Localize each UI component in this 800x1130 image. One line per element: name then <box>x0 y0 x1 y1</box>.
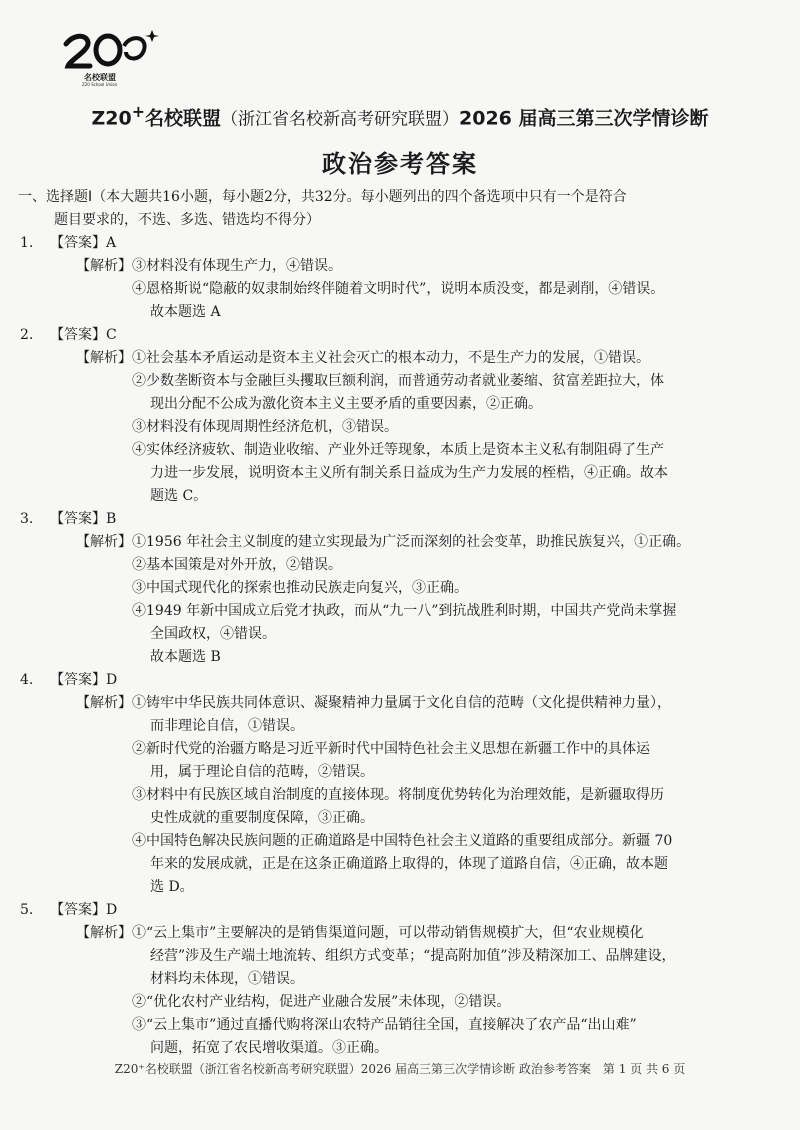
question-block <box>18 669 758 899</box>
question-block <box>18 899 758 1060</box>
header-z20: Z20 <box>91 107 132 130</box>
analysis-tag: 【解析】 <box>76 350 132 366</box>
analysis-line: 故本题选 A <box>150 304 221 320</box>
question-number: 2. <box>20 327 34 343</box>
section-label: 一、选择题Ⅰ <box>18 189 93 205</box>
header-union: 名校联盟 <box>144 107 221 130</box>
analysis-line: 史性成就的重要制度保障，③正确。 <box>150 810 374 826</box>
analysis-line: ④实体经济疲软、制造业收缩、产业外迁等现象，本质上是资本主义私有制阻碍了生产 <box>132 442 664 458</box>
page-title: 政治参考答案 <box>322 150 478 178</box>
analysis-tag: 【解析】 <box>76 258 132 274</box>
analysis-first-line <box>18 922 758 945</box>
analysis-line: ①铸牢中华民族共同体意识、凝聚精神力量属于文化自信的范畴（文化提供精神力量）， <box>132 695 671 711</box>
question-answer <box>18 899 758 922</box>
question-block <box>18 324 758 508</box>
analysis-line: 题选 C。 <box>150 488 208 504</box>
header-exam: 2026 届高三第三次学情诊断 <box>459 107 709 130</box>
analysis-line: ④中国特色解决民族问题的正确道路是中国特色社会主义道路的重要组成部分。新疆 70 <box>132 833 673 849</box>
question-block <box>18 232 758 324</box>
analysis-line: ②新时代党的治疆方略是习近平新时代中国特色社会主义思想在新疆工作中的具体运 <box>132 741 650 757</box>
page-footer: Z20⁺名校联盟（浙江省名校新高考研究联盟）2026 届高三第三次学情诊断 政治参考答案 第 1 页 共 6 页 <box>114 1062 686 1076</box>
analysis-line: 选 D。 <box>150 879 194 895</box>
analysis-line: 力进一步发展，说明资本主义所有制关系日益成为生产力发展的桎梏，④正确。故本 <box>150 465 668 481</box>
question-answer <box>18 508 758 531</box>
analysis-first-line <box>18 692 758 715</box>
analysis-line: 现出分配不公成为激化资本主义主要矛盾的重要因素，②正确。 <box>150 396 542 412</box>
analysis-line: ③中国式现代化的探索也推动民族走向复兴，③正确。 <box>132 580 468 596</box>
analysis-line: 全国政权，④错误。 <box>150 626 276 642</box>
header-paren: （浙江省名校新高考研究联盟） <box>221 109 459 130</box>
header-sup: + <box>131 102 145 121</box>
exam-header <box>0 102 800 130</box>
analysis-line: ④恩格斯说“隐蔽的奴隶制始终伴随着文明时代”，说明本质没变，都是剥削，④错误。 <box>132 281 665 297</box>
analysis-line: ③材料没有体现生产力，④错误。 <box>132 258 342 274</box>
question-number: 1. <box>20 235 34 251</box>
question-answer <box>18 324 758 347</box>
question-answer <box>18 669 758 692</box>
analysis-first-line <box>18 531 758 554</box>
question-list <box>18 232 758 1060</box>
analysis-line: 问题，拓宽了农民增收渠道。③正确。 <box>150 1040 388 1056</box>
z20-logo-icon <box>60 26 160 76</box>
question-number: 3. <box>20 511 34 527</box>
analysis-line: 材料均未体现，①错误。 <box>150 971 304 987</box>
logo-name: 名校联盟 <box>84 73 116 82</box>
analysis-line: 故本题选 B <box>150 649 221 665</box>
analysis-first-line <box>18 347 758 370</box>
analysis-tag: 【解析】 <box>76 695 132 711</box>
question-answer <box>18 232 758 255</box>
question-number: 5. <box>20 902 34 918</box>
analysis-line: ②“优化农村产业结构，促进产业融合发展”未体现，②错误。 <box>132 994 511 1010</box>
logo <box>60 26 160 88</box>
analysis-line: ②少数垄断资本与金融巨头攫取巨额利润，而普通劳动者就业萎缩、贫富差距拉大，体 <box>132 373 664 389</box>
analysis-line: 而非理论自信，①错误。 <box>150 718 304 734</box>
analysis-line: 经营”涉及生产端土地流转、组织方式变革；“提高附加值”涉及精深加工、品牌建设， <box>150 948 676 964</box>
answer-text: 【答案】A <box>50 235 117 251</box>
analysis-line: 用，属于理论自信的范畴，②错误。 <box>150 764 374 780</box>
question-block <box>18 508 758 669</box>
analysis-line: ①“云上集市”主要解决的是销售渠道问题，可以带动销售规模扩大，但“农业规模化 <box>132 925 644 941</box>
answer-text: 【答案】B <box>50 511 117 527</box>
answer-text: 【答案】D <box>50 672 118 688</box>
analysis-line: ③“云上集市”通过直播代购将深山农特产品销往全国，直接解决了农产品“出山难” <box>132 1017 637 1033</box>
answer-text: 【答案】D <box>50 902 118 918</box>
analysis-line: 年来的发展成就，正是在这条正确道路上取得的，体现了道路自信，④正确，故本题 <box>150 856 668 872</box>
analysis-tag: 【解析】 <box>76 534 132 550</box>
analysis-line: ①1956 年社会主义制度的建立实现最为广泛而深刻的社会变革，助推民族复兴，①正确。 <box>132 534 691 550</box>
analysis-line: ②基本国策是对外开放，②错误。 <box>132 557 342 573</box>
analysis-first-line <box>18 255 758 278</box>
analysis-line: ①社会基本矛盾运动是资本主义社会灭亡的根本动力，不是生产力的发展，①错误。 <box>132 350 650 366</box>
answer-text: 【答案】C <box>50 327 117 343</box>
analysis-line: ④1949 年新中国成立后党才执政，而从“九一八”到抗战胜利时期，中国共产党尚未掌握 <box>132 603 677 619</box>
section-desc-line1: （本大题共16小题，每小题2分，共32分。每小题列出的四个备选项中只有一个是符合 <box>92 189 627 205</box>
analysis-line: ③材料中有民族区域自治制度的直接体现。将制度优势转化为治理效能，是新疆取得历 <box>132 787 664 803</box>
analysis-line: ③材料没有体现周期性经济危机，③错误。 <box>132 419 398 435</box>
answer-content <box>18 186 758 1060</box>
question-number: 4. <box>20 672 34 688</box>
section-title <box>18 186 758 209</box>
logo-subtitle: Z20 School Union <box>82 82 118 87</box>
section-desc-line2: 题目要求的，不选、多选、错选均不得分） <box>54 212 320 228</box>
analysis-tag: 【解析】 <box>76 925 132 941</box>
